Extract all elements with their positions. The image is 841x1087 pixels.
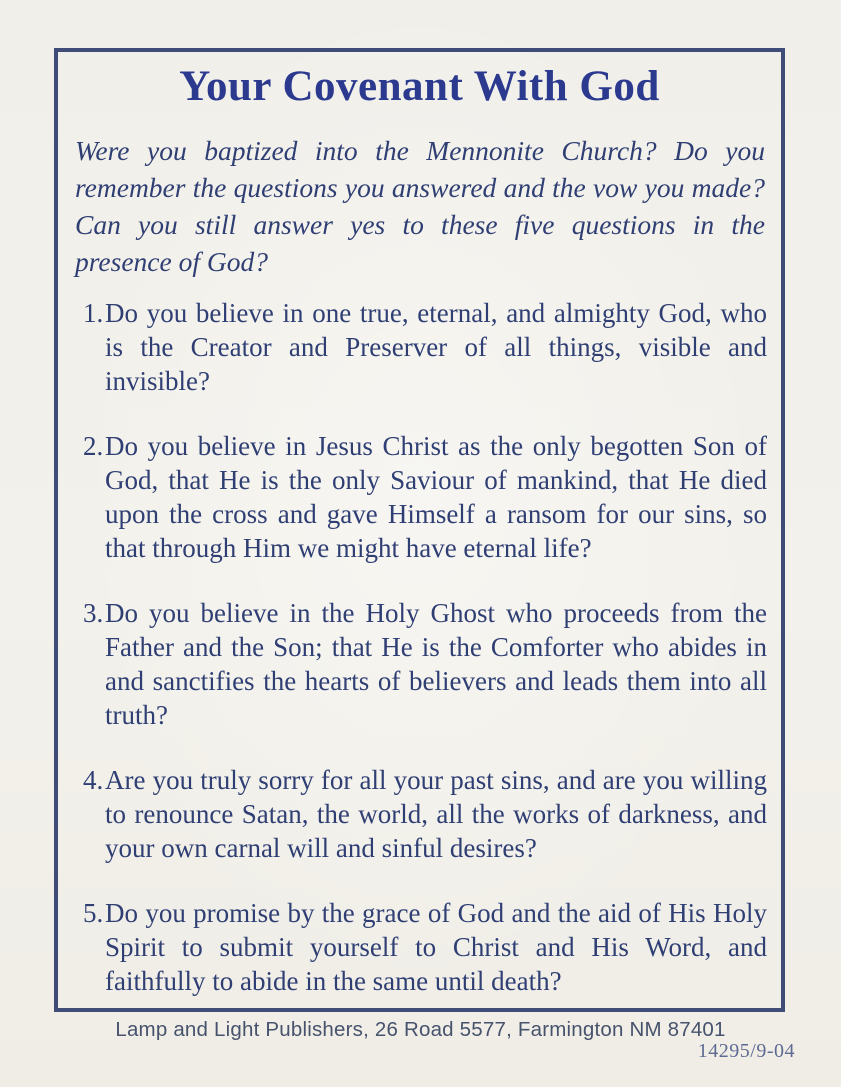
question-item-3 [83,596,767,732]
question-item-4 [83,763,767,865]
print-code: 14295/9-04 [697,1040,795,1062]
publisher-line: Lamp and Light Publishers, 26 Road 5577, Farmington NM 87401 [115,1018,726,1041]
question-number: 4. [83,765,104,795]
intro-paragraph: Were you baptized into the Mennonite Church? Do you remember the questions you answered and the vow you made? Can you still answer yes to these five questions in the presence of God? [75,135,765,277]
question-text: Are you truly sorry for all your past sins, and are you willing to renounce Satan, the world, all the works of darkness, and your own carnal will and sinful desires? [105,765,767,863]
question-list [58,296,781,998]
question-number: 1. [83,298,104,328]
question-text: Do you believe in Jesus Christ as the only begotten Son of God, that He is the only Saviour of mankind, that He died upon the cross and gave Himself a ransom for our sins, so that through Him we might have eternal life? [105,431,767,563]
question-text: Do you believe in one true, eternal, and almighty God, who is the Creator and Preserver of all things, visible and invisible? [105,298,767,396]
question-number: 2. [83,431,104,461]
question-item-1 [83,296,767,398]
question-text: Do you promise by the grace of God and the aid of His Holy Spirit to submit yourself to Christ and His Word, and faithfully to abide in the same until death? [105,898,767,996]
question-number: 5. [83,898,104,928]
question-item-5 [83,896,767,998]
question-text: Do you believe in the Holy Ghost who proceeds from the Father and the Son; that He is the Comforter who abides in and sanctifies the hearts of believers and leads them into all truth? [105,598,767,730]
covenant-card-border [54,48,785,1012]
question-item-2 [83,429,767,565]
page-title: Your Covenant With God [179,63,660,110]
question-number: 3. [83,598,104,628]
